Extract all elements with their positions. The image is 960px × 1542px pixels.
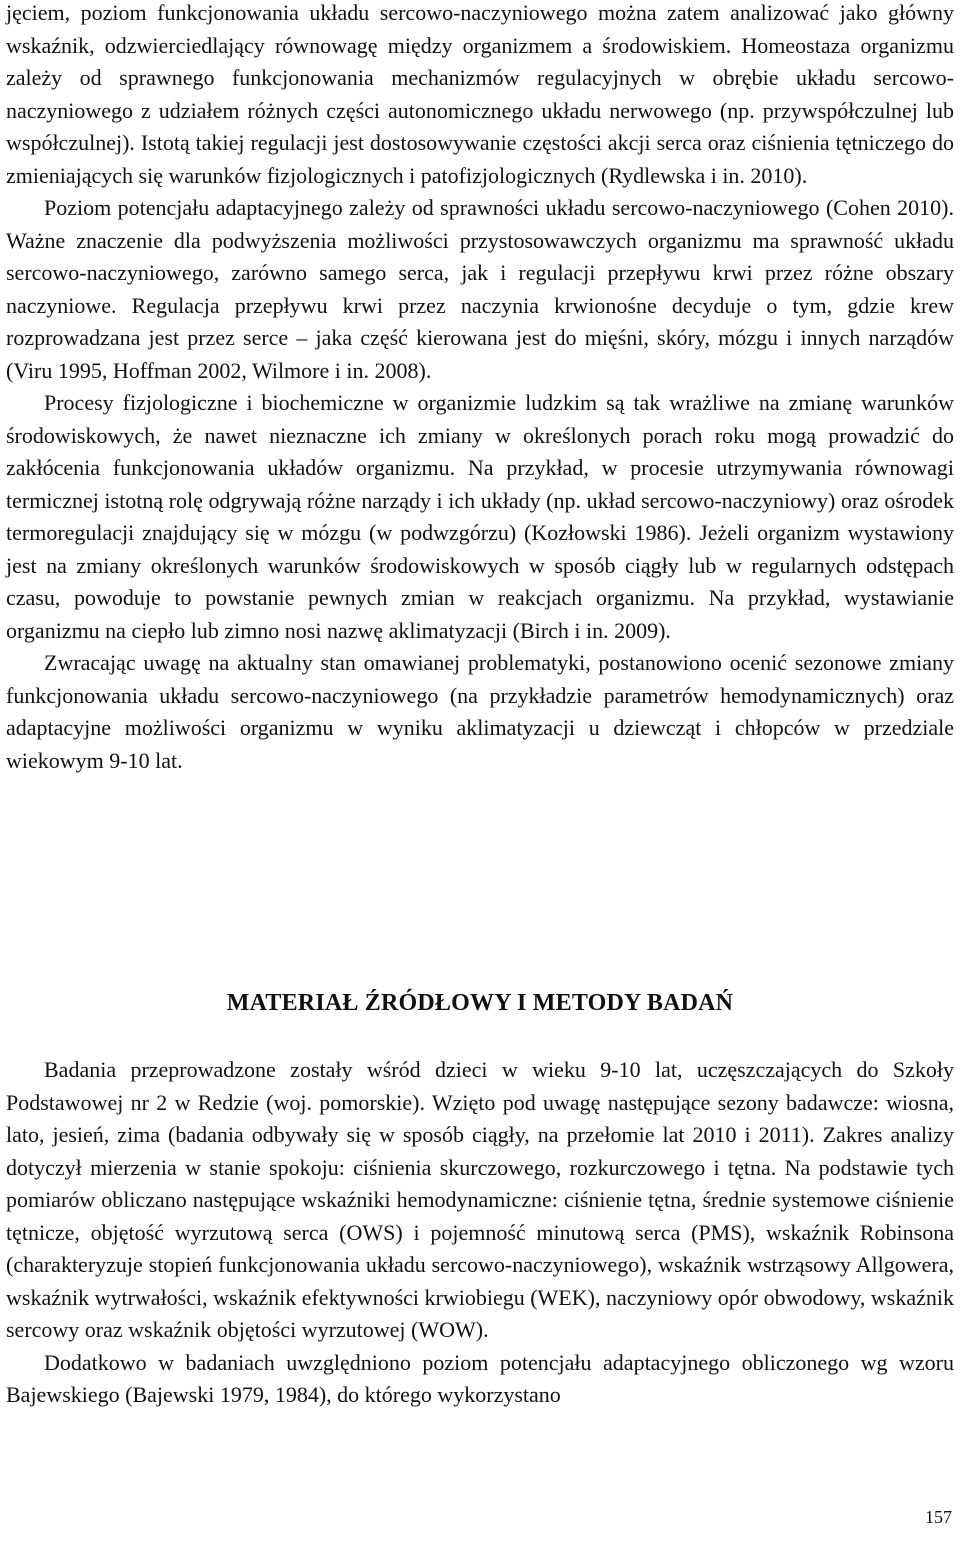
intro-text [6, 0, 954, 777]
paragraph: Zwracając uwagę na aktualny stan omawianej problematyki, postanowiono ocenić sezonowe zmiany funkcjonowania układu sercowo-naczyniowego (na przykładzie parametrów hemodynamicznych) oraz adaptacyjne możliwości organizmu w wyniku aklimatyzacji u dziewcząt i chłopców w przedziale wiekowym 9-10 lat. [6, 650, 954, 773]
paragraph: Poziom potencjału adaptacyjnego zależy od sprawności układu sercowo-naczyniowego (Cohen 2010). Ważne znaczenie dla podwyższenia możliwości przystosowawczych organizmu ma sprawność układu sercowo-naczyniowego, zarówno samego serca, jak i regulacji przepływu krwi przez różne obszary naczyniowe. Regulacja przepływu krwi przez naczynia krwionośne decyduje o tym, gdzie krew rozprowadzana jest przez serce – jaka część kierowana jest do mięśni, skóry, mózgu i innych narządów (Viru 1995, Hoffman 2002, Wilmore i in. 2008). [6, 195, 954, 383]
section-heading: MATERIAŁ ŹRÓDŁOWY I METODY BADAŃ [226, 990, 734, 1016]
page-number: 157 [925, 1507, 952, 1527]
document-page [6, 0, 954, 1542]
methods-text [6, 1054, 954, 1412]
paragraph: jęciem, poziom funkcjonowania układu sercowo-naczyniowego można zatem analizować jako główny wskaźnik, odzwierciedlający równowagę między organizmem a środowiskiem. Homeostaza organizmu zależy od sprawnego funkcjonowania mechanizmów regulacyjnych w obrębie układu sercowo-naczyniowego z udziałem różnych części autonomicznego układu nerwowego (np. przywspółczulnej lub współczulnej). Istotą takiej regulacji jest dostosowywanie częstości akcji serca oraz ciśnienia tętniczego do zmieniających się warunków fizjologicznych i patofizjologicznych (Rydlewska i in. 2010). [6, 0, 954, 188]
paragraph: Procesy fizjologiczne i biochemiczne w organizmie ludzkim są tak wrażliwe na zmianę warunków środowiskowych, że nawet nieznaczne ich zmiany w określonych porach roku mogą prowadzić do zakłócenia funkcjonowania układów organizmu. Na przykład, w procesie utrzymywania równowagi termicznej istotną rolę odgrywają różne narządy i ich układy (np. układ sercowo-naczyniowy) oraz ośrodek termoregulacji znajdujący się w mózgu (w podwzgórzu) (Kozłowski 1986). Jeżeli organizm wystawiony jest na zmiany określonych warunków środowiskowych w sposób ciągły lub w regularnych odstępach czasu, powoduje to powstanie pewnych zmian w reakcjach organizmu. Na przykład, wystawianie organizmu na ciepło lub zimno nosi nazwę aklimatyzacji (Birch i in. 2009). [6, 390, 954, 643]
paragraph: Dodatkowo w badaniach uwzględniono poziom potencjału adaptacyjnego obliczonego wg wzoru Bajewskiego (Bajewski 1979, 1984), do którego wykorzystano [6, 1349, 954, 1407]
paragraph: Badania przeprowadzone zostały wśród dzieci w wieku 9-10 lat, uczęszczających do Szkoły Podstawowej nr 2 w Redzie (woj. pomorskie). Wzięto pod uwagę następujące sezony badawcze: wiosna, lato, jesień, zima (badania odbywały się w sposób ciągły, na przełomie lat 2010 i 2011). Zakres analizy dotyczył mierzenia w stanie spokoju: ciśnienia skurczowego, rozkurczowego i tętna. Na podstawie tych pomiarów obliczano następujące wskaźniki hemodynamiczne: ciśnienie tętna, średnie systemowe ciśnienie tętnicze, objętość wyrzutową serca (OWS) i pojemność minutową serca (PMS), wskaźnik Robinsona (charakteryzuje stopień funkcjonowania układu sercowo-naczyniowego), wskaźnik wstrząsowy Allgowera, wskaźnik wytrwałości, wskaźnik efektywności krwiobiegu (WEK), naczyniowy opór obwodowy, wskaźnik sercowy oraz wskaźnik objętości wyrzutowej (WOW). [6, 1057, 955, 1342]
